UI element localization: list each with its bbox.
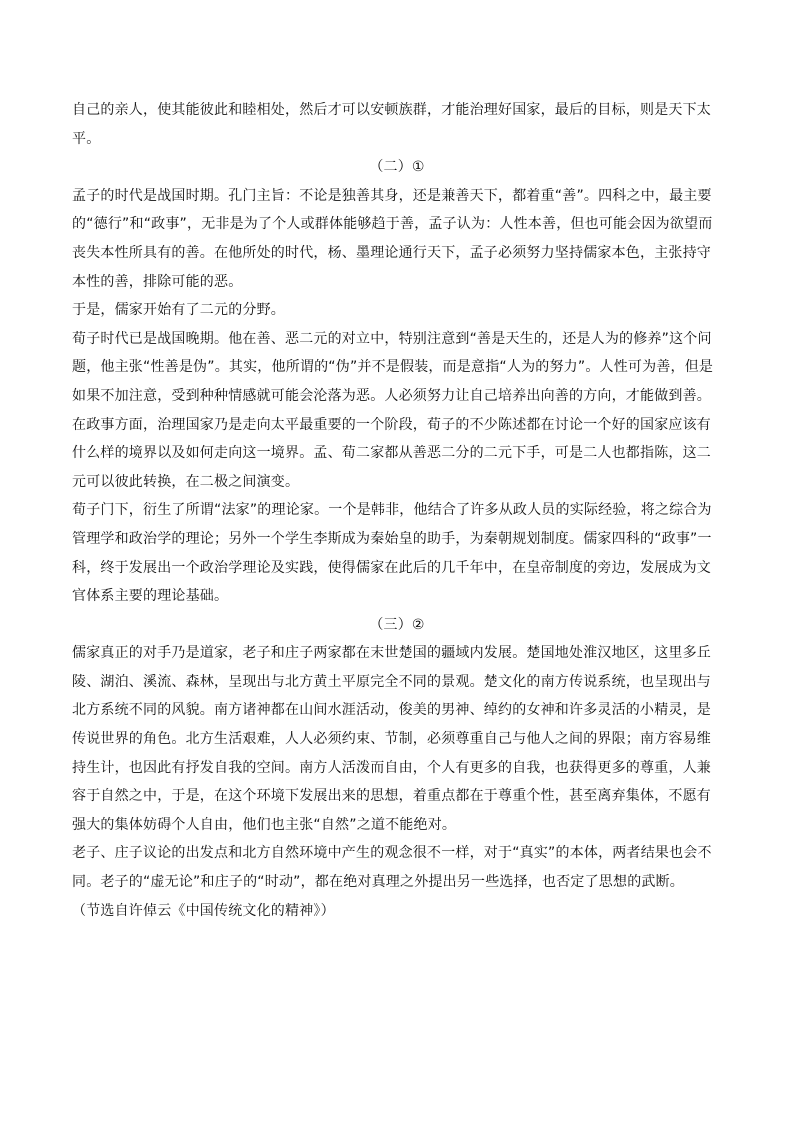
intro-paragraph: 自己的亲人，使其能彼此和睦相处，然后才可以安顿族群，才能治理好国家，最后的目标，则是天下太平。	[72, 102, 711, 147]
section-heading: （二）①	[369, 159, 425, 176]
body-paragraph: 老子、庄子议论的出发点和北方自然环境中产生的观念很不一样，对于“真实”的本体，两者结果也会不同。老子的“虚无论”和庄子的“时动”，都在绝对真理之外提出另一些选择，也否定了思想的武断。	[72, 845, 712, 891]
body-paragraph: 儒家真正的对手乃是道家，老子和庄子两家都在末世楚国的疆域内发展。楚国地处淮汉地区，这里多丘陵、湖泊、溪流、森林，呈现出与北方黄土平原完全不同的景观。楚文化的南方传说系统，也呈现出与北方系统不同的风貌。南方诸神都在山间水涯活动，俊美的男神、绰约的女神和许多灵活的小精灵，是传说世界的角色。北方生活艰难，人人必须约束、节制，必须尊重自己与他人之间的界限；南方容易维持生计，也因此有抒发自我的空间。南方人活泼而自由，个人有更多的自我，也获得更多的尊重，人兼容于自然之中，于是，在这个环境下发展出来的思想，着重点都在于尊重个性，甚至离弃集体，不愿有强大的集体妨碍个人自由，他们也主张“自然”之道不能绝对。	[72, 645, 711, 833]
body-paragraph: 于是，儒家开始有了二元的分野。	[72, 302, 285, 319]
section-heading: （三）②	[369, 616, 425, 633]
body-paragraph: 在政事方面，治理国家乃是走向太平最重要的一个阶段，荀子的不少陈述都在讨论一个好的国家应该有什么样的境界以及如何走向这一境界。孟、荀二家都从善恶二分的二元下手，可是二人也都指陈，这二元可以彼此转换，在二极之间演变。	[72, 416, 711, 490]
body-paragraph: 孟子的时代是战国时期。孔门主旨：不论是独善其身，还是兼善天下，都着重“善”。四科之中，最主要的“德行”和“政事”，无非是为了个人或群体能够趋于善，孟子认为：人性本善，但也可能会因为欲望而丧失本性所具有的善。在他所处的时代，杨、墨理论通行天下，孟子必须努力坚持儒家本色，主张持守本性的善，排除可能的恶。	[72, 187, 713, 290]
body-paragraph: 荀子门下，衍生了所谓“法家”的理论家。一个是韩非，他结合了许多从政人员的实际经验，将之综合为管理学和政治学的理论；另外一个学生李斯成为秦始皇的助手，为秦朝规划制度。儒家四科的“政事”一科，终于发展出一个政治学理论及实践，使得儒家在此后的几千年中，在皇帝制度的旁边，发展成为文官体系主要的理论基础。	[72, 502, 712, 605]
source-citation: （节选自许倬云《中国传统文化的精神》）	[72, 902, 335, 919]
document-page	[72, 96, 722, 925]
body-paragraph: 荀子时代已是战国晚期。他在善、恶二元的对立中，特别注意到“善是天生的，还是人为的修养”这个问题，他主张“性善是伪”。其实，他所谓的“伪”并不是假装，而是意指“人为的努力”。人性可为善，但是如果不加注意，受到种种情感就可能会沦落为恶。人必须努力让自己培养出向善的方向，才能做到善。	[72, 330, 714, 404]
